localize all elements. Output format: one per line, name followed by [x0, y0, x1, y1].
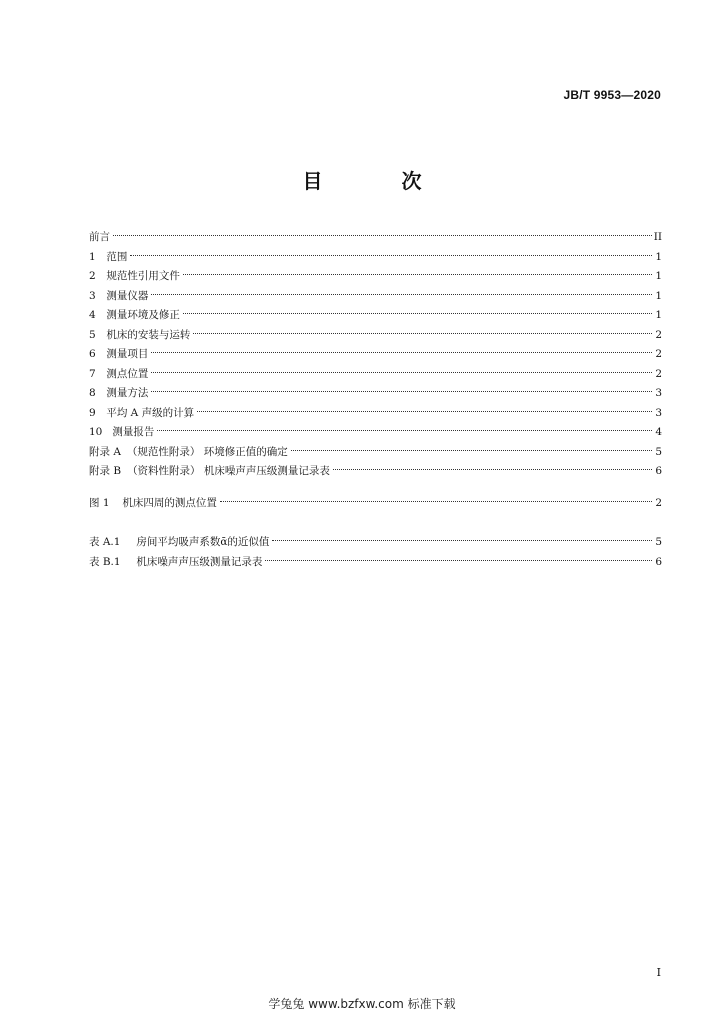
toc-entry-label: （规范性附录） 环境修正值的确定 [126, 445, 288, 458]
toc-main-list [89, 225, 662, 479]
toc-leader-dots [151, 377, 652, 392]
toc-entry-label: 机床四周的测点位置 [122, 497, 217, 509]
toc-leader-dots [183, 299, 652, 314]
toc-leader-dots [291, 436, 652, 451]
toc-entry-page: 1 [655, 250, 662, 263]
toc-entry-label: 规范性引用文件 [106, 270, 180, 282]
toc-leader-dots [220, 487, 652, 502]
toc-leader-dots [333, 455, 652, 470]
toc-entry-page: 2 [655, 328, 662, 341]
toc-leader-dots [157, 416, 652, 431]
toc-entry-appendix-b[interactable] [89, 459, 662, 479]
toc-entry-label: 机床噪声声压级测量记录表 [136, 555, 263, 568]
toc-entry-label: 测量仪器 [106, 289, 149, 302]
toc-entry-label: 测点位置 [106, 367, 149, 380]
toc-entry-number: 7 [89, 367, 96, 380]
toc-entry-page: 5 [655, 536, 662, 548]
toc-entry-label: 测量项目 [106, 348, 149, 360]
toc-entry-number: 10 [89, 426, 103, 438]
toc-figures-list [89, 491, 662, 511]
toc-entry-figure-1[interactable] [89, 491, 662, 511]
toc-entry-label: 测量方法 [106, 387, 149, 399]
toc-leader-dots [113, 221, 652, 236]
toc-entry-label: 前言 [89, 231, 110, 243]
toc-entry-page: II [653, 231, 662, 243]
toc-leader-dots [272, 526, 652, 541]
toc-tables-list [89, 530, 662, 569]
toc-leader-dots [183, 260, 652, 275]
toc-entry-page: 4 [655, 426, 662, 438]
watermark-text: 学兔兔 www.bzfxw.com 标准下载 [268, 997, 456, 1011]
toc-entry-page: 6 [655, 465, 662, 477]
toc-leader-dots [265, 546, 652, 561]
toc-entry-label: 测量报告 [112, 426, 155, 438]
toc-entry-label: 范围 [106, 250, 128, 263]
toc-leader-dots [193, 319, 652, 334]
page-title: 目 次 [302, 169, 458, 193]
toc-entry-number: 2 [89, 270, 96, 282]
toc-leader-dots [197, 397, 652, 412]
toc-entry-number: 3 [89, 289, 96, 302]
toc-entry-number: 5 [89, 328, 96, 341]
toc-entry-number: 4 [89, 309, 96, 321]
toc-entry-page: 6 [655, 555, 662, 568]
toc-entry-page: 2 [655, 497, 662, 509]
toc-leader-dots [151, 358, 652, 373]
toc-entry-label: （资料性附录） 机床噪声声压级测量记录表 [127, 465, 330, 477]
toc-entry-page: 2 [655, 348, 662, 360]
toc-entry-label: 机床的安装与运转 [106, 328, 191, 341]
toc-entry-label: 平均 A 声级的计算 [106, 406, 195, 419]
page-number: I [656, 966, 661, 979]
toc-entry-number: 表 B.1 [89, 555, 121, 568]
toc-entry-label: 房间平均吸声系数ᾱ的近似值 [136, 536, 270, 548]
toc-entry-number: 表 A.1 [89, 536, 121, 548]
toc-entry-page: 5 [655, 445, 662, 458]
toc-entry-number: 8 [89, 387, 96, 399]
toc-entry-number: 附录 A [89, 445, 121, 458]
toc-entry-number: 6 [89, 348, 96, 360]
toc-entry-label: 测量环境及修正 [106, 309, 180, 321]
toc-entry-page: 3 [655, 387, 662, 399]
toc-entry-number: 9 [89, 406, 96, 419]
toc-leader-dots [151, 338, 652, 353]
toc-entry-page: 2 [655, 367, 662, 380]
toc-entry-number: 1 [89, 250, 96, 263]
toc-entry-page: 1 [655, 270, 662, 282]
toc-entry-number: 附录 B [89, 465, 122, 477]
toc-entry-page: 1 [655, 289, 662, 302]
document-number: JB/T 9953—2020 [563, 88, 661, 102]
toc-entry-page: 3 [655, 406, 662, 419]
toc-leader-dots [130, 241, 652, 256]
toc-entry-table-b1[interactable] [89, 550, 662, 570]
toc-entry-page: 1 [655, 309, 662, 321]
toc-entry-number: 图 1 [89, 497, 110, 509]
toc-leader-dots [151, 280, 652, 295]
